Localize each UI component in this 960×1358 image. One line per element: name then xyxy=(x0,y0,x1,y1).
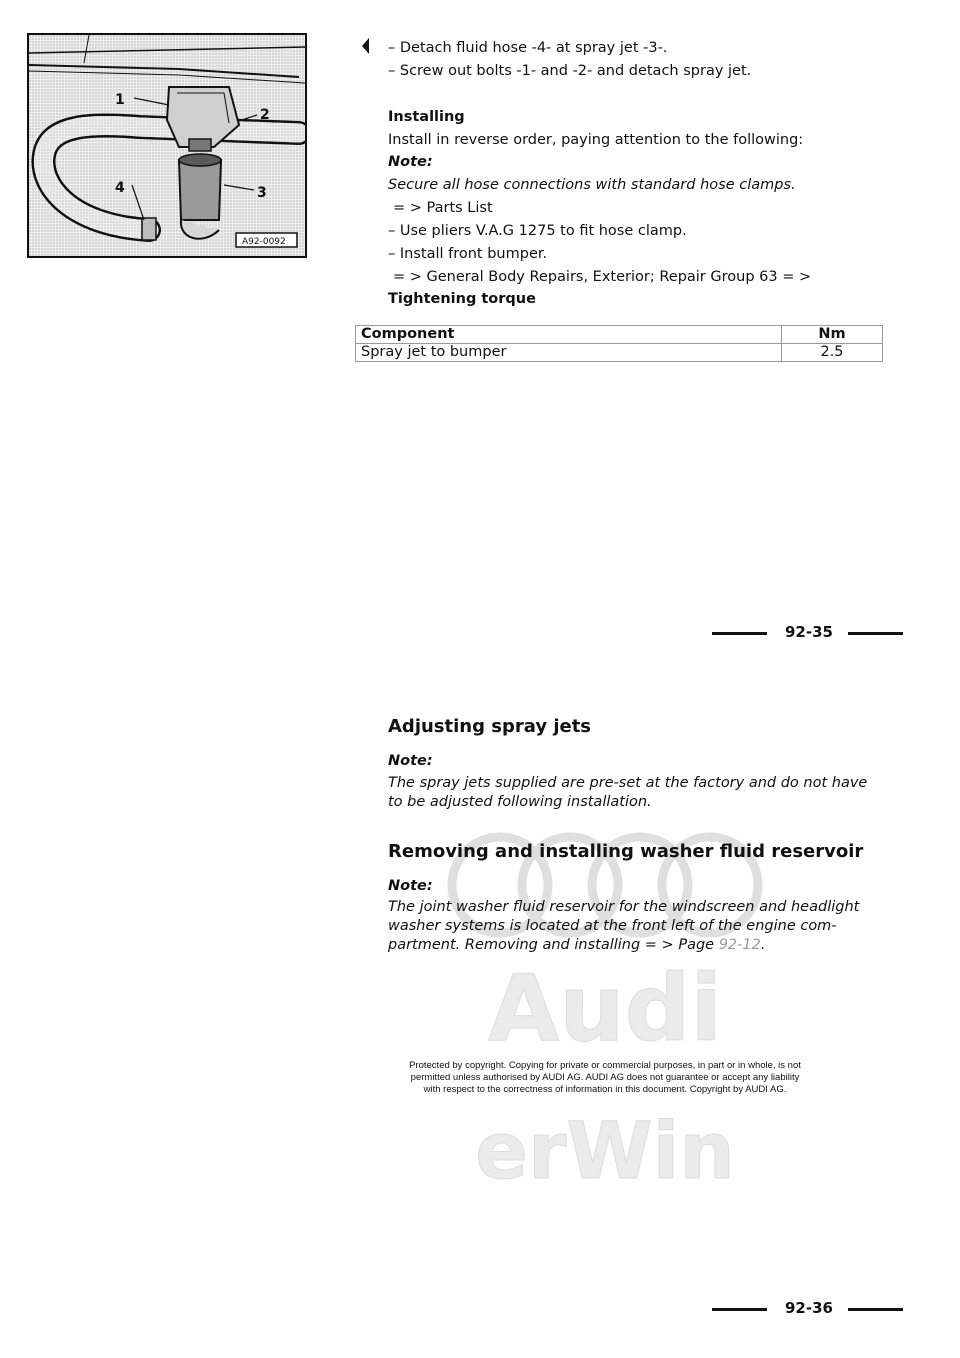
copyright-notice xyxy=(370,1060,840,1096)
adjusting-note-line1: The spray jets supplied are pre-set at the factory and do not have xyxy=(388,775,868,791)
page-rule-right-2 xyxy=(848,1308,903,1311)
page-rule-right xyxy=(848,632,903,635)
table-header-nm: Nm xyxy=(782,326,883,344)
step-use-pliers: – Use pliers V.A.G 1275 to fit hose clamp. xyxy=(388,223,687,239)
copyright-line2: permitted unless authorised by AUDI AG. AUDI AG does not guarantee or accept any liability xyxy=(410,1072,800,1083)
table-header-row xyxy=(356,326,883,344)
reservoir-note-line2: washer systems is located at the front left of the engine com- xyxy=(388,918,837,934)
tightening-torque-heading: Tightening torque xyxy=(388,291,536,307)
page-number-2: 92-36 xyxy=(785,1299,833,1317)
table-header-component: Component xyxy=(356,326,782,344)
copyright-line3: with respect to the correctness of information in this document. Copyright by AUDI AG. xyxy=(423,1084,787,1095)
arrow-left-icon xyxy=(362,38,369,54)
copyright-line1: Protected by copyright. Copying for private or commercial purposes, in part or in whole, is not xyxy=(409,1060,801,1071)
reservoir-note-line3-prefix: partment. Removing and installing = > Page xyxy=(388,937,719,953)
installing-heading: Installing xyxy=(388,109,465,125)
watermark-product: erWin xyxy=(475,1107,735,1197)
installing-note-text: Secure all hose connections with standard hose clamps. xyxy=(388,177,796,193)
reservoir-note-line3 xyxy=(388,936,765,955)
callout-3: 3 xyxy=(257,185,267,201)
page-link-92-12[interactable]: 92-12 xyxy=(718,937,761,953)
reservoir-note-label: Note: xyxy=(388,878,433,894)
reservoir-note-line3-suffix: . xyxy=(760,937,766,953)
ref-parts-list[interactable]: = > Parts List xyxy=(393,200,493,216)
torque-table xyxy=(355,325,883,362)
audi-erwin-watermark xyxy=(445,800,765,1220)
page-rule-left xyxy=(712,632,767,635)
table-cell-component: Spray jet to bumper xyxy=(356,344,782,362)
reservoir-note-line1: The joint washer fluid reservoir for the windscreen and headlight xyxy=(388,899,860,915)
page-number: 92-35 xyxy=(785,623,833,641)
table-cell-nm: 2.5 xyxy=(782,344,883,362)
adjusting-note-line2: to be adjusted following installation. xyxy=(388,794,652,810)
adjusting-note-label: Note: xyxy=(388,753,433,769)
watermark-brand: Audi xyxy=(487,955,723,1062)
callout-2: 2 xyxy=(260,107,270,123)
step-install-bumper: – Install front bumper. xyxy=(388,246,548,262)
table-row xyxy=(356,344,883,362)
adjusting-heading: Adjusting spray jets xyxy=(388,716,592,737)
callout-4: 4 xyxy=(115,180,125,196)
installing-intro: Install in reverse order, paying attention to the following: xyxy=(388,132,804,148)
page-rule-left-2 xyxy=(712,1308,767,1311)
reservoir-heading: Removing and installing washer fluid reservoir xyxy=(388,841,864,862)
step-screw-bolts: – Screw out bolts -1- and -2- and detach spray jet. xyxy=(388,63,752,79)
installing-note-label: Note: xyxy=(388,154,433,170)
step-detach-hose: – Detach fluid hose -4- at spray jet -3-. xyxy=(388,40,668,56)
ref-general-body-repairs[interactable]: = > General Body Repairs, Exterior; Repair Group 63 = > xyxy=(393,269,812,285)
figure-code: A92-0092 xyxy=(242,237,286,247)
spray-jet-illustration xyxy=(27,33,307,258)
callout-1: 1 xyxy=(115,92,125,108)
spray-jet-drawing xyxy=(29,35,305,256)
